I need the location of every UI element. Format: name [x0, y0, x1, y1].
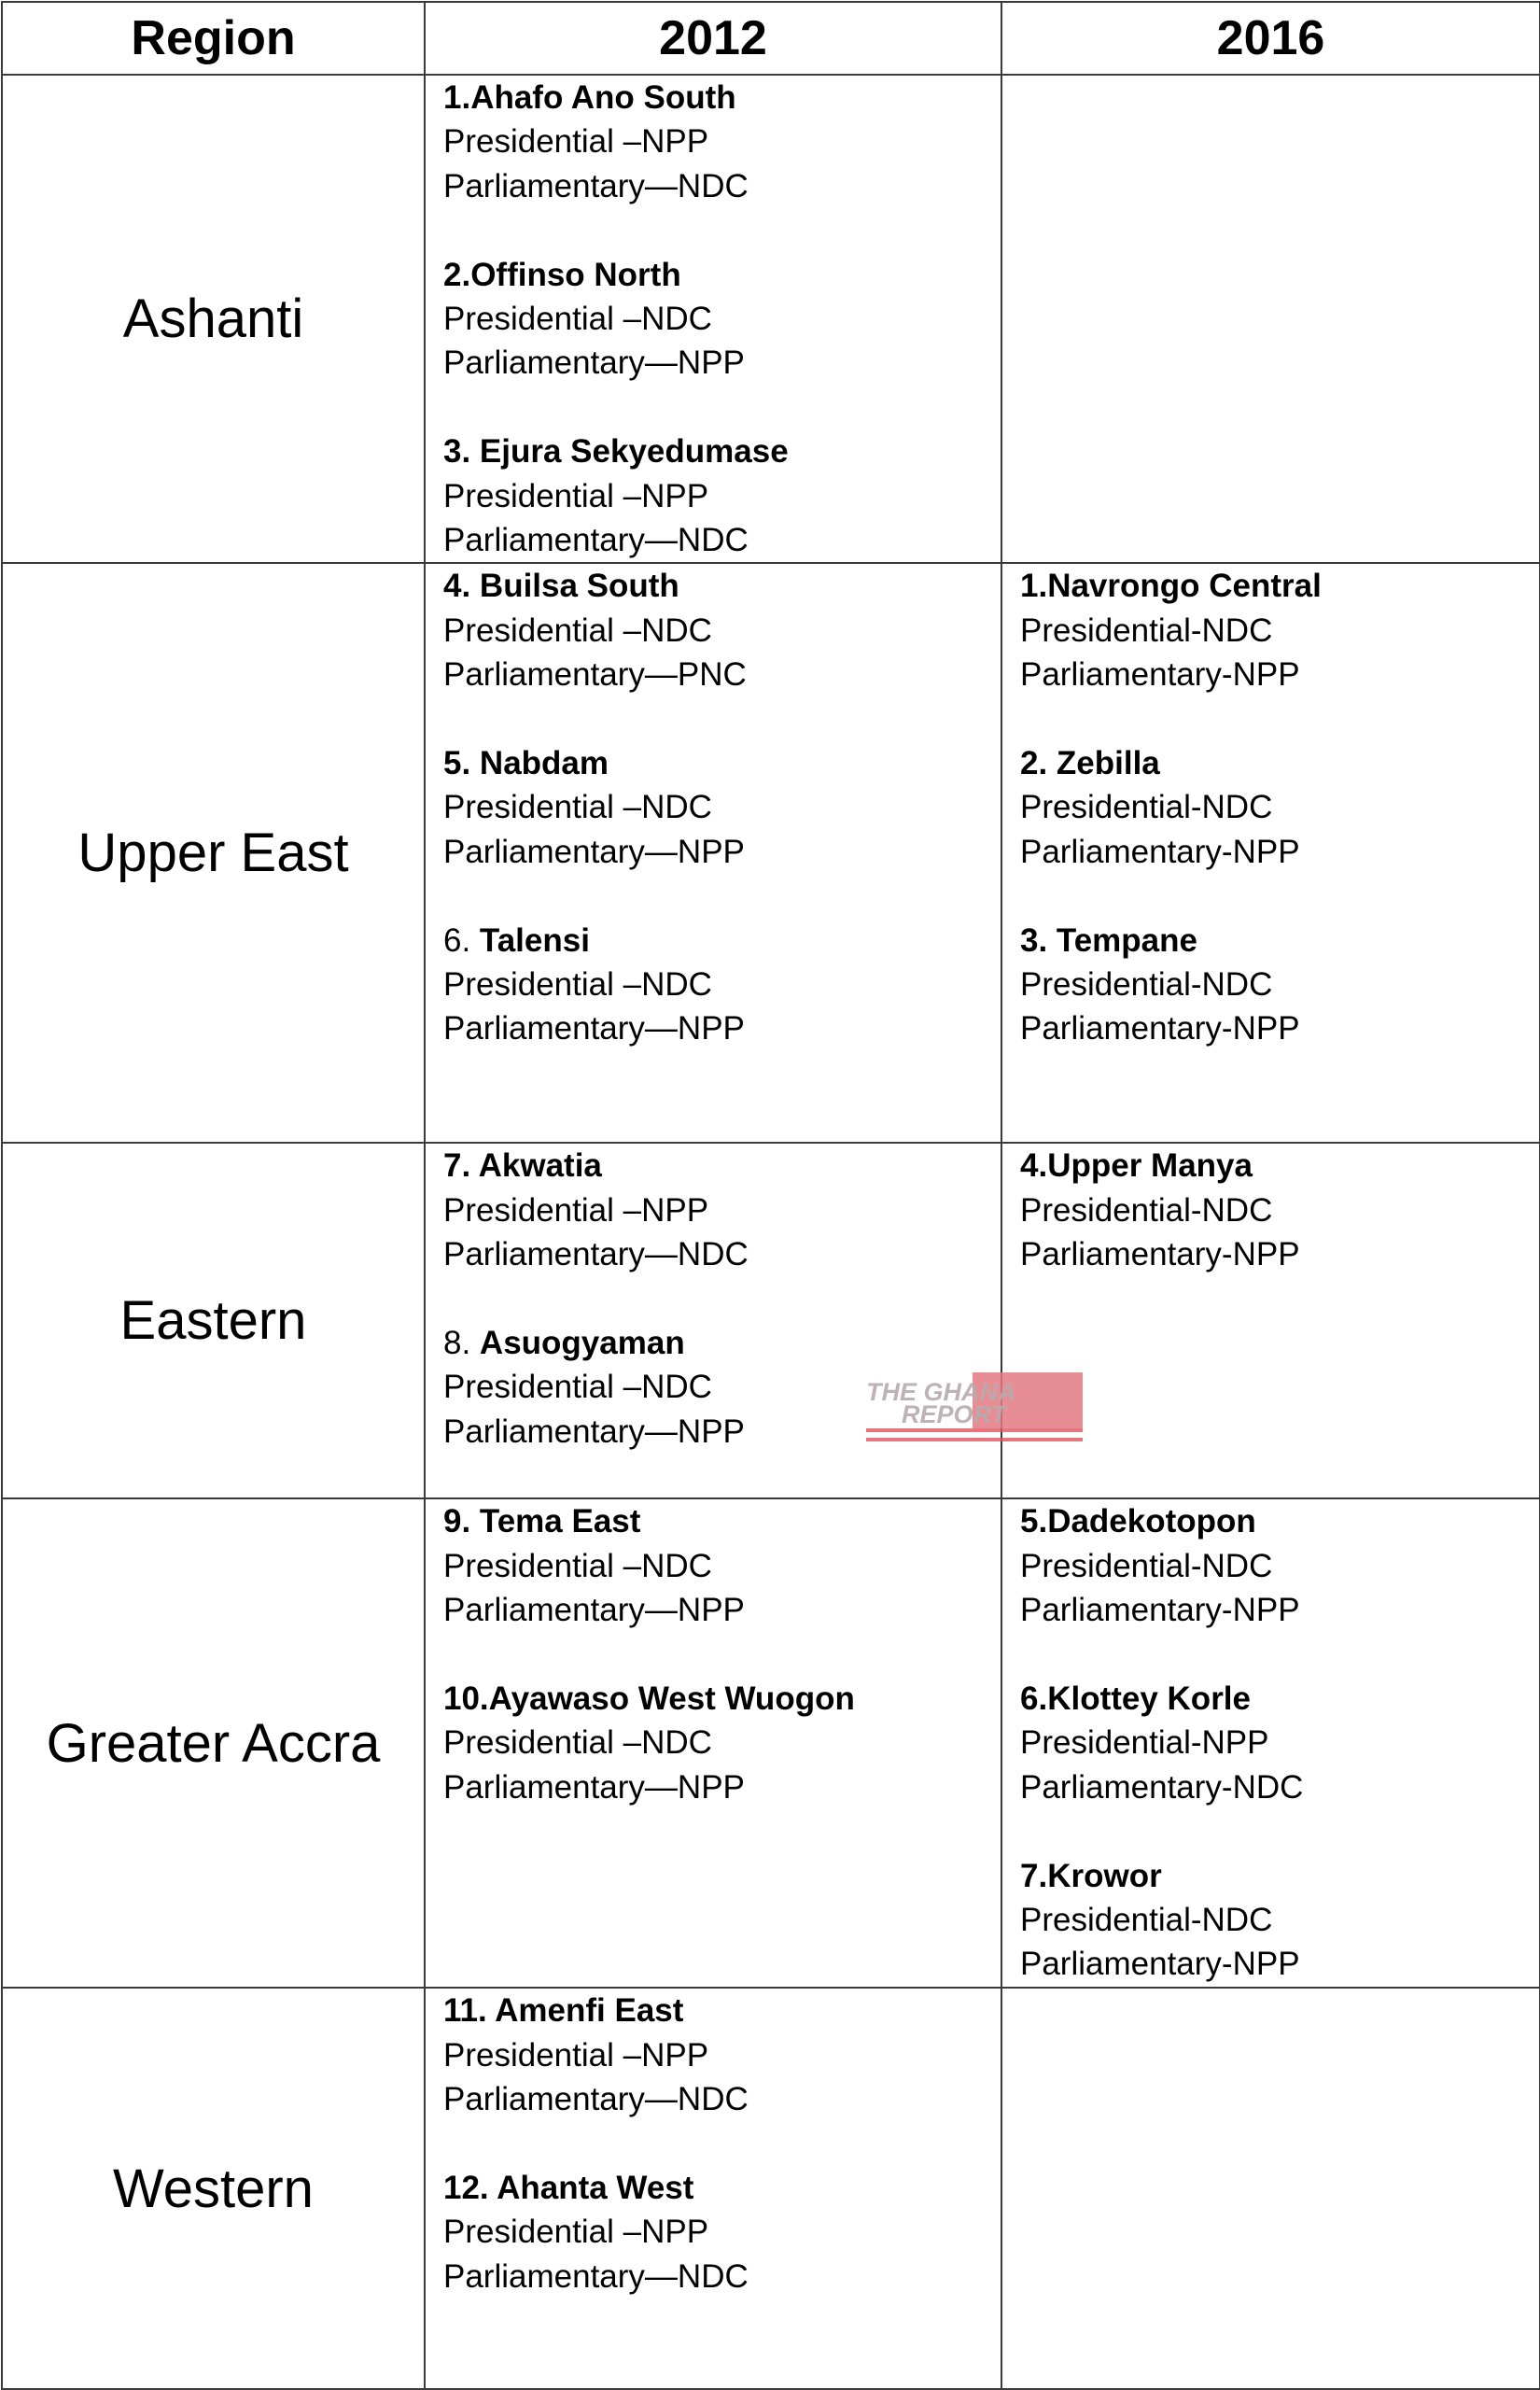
constituency-entry	[1020, 919, 1539, 1051]
parliamentary-result: Parliamentary-NPP	[1020, 833, 1300, 870]
parliamentary-result: Parliamentary—NPP	[443, 1413, 745, 1450]
region-row	[2, 1143, 1540, 1498]
watermark-line2: REPORT	[902, 1400, 1007, 1428]
region-name: Upper East	[2, 563, 425, 1143]
constituency-name: Talensi	[479, 921, 590, 959]
presidential-result: Presidential –NPP	[443, 2036, 709, 2074]
parliamentary-result: Parliamentary-NPP	[1020, 656, 1300, 694]
presidential-result: Presidential –NDC	[443, 1369, 712, 1406]
parliamentary-result: Parliamentary-NPP	[1020, 1592, 1300, 1629]
constituency-entry	[1020, 564, 1539, 696]
cell-2012	[425, 1498, 1001, 1988]
constituency-entry	[1020, 1677, 1539, 1809]
constituency-name: 6.Klottey Korle	[1020, 1680, 1251, 1718]
constituency-title	[1020, 564, 1539, 608]
presidential-result: Presidential –NDC	[443, 612, 712, 649]
constituency-entry	[1020, 1144, 1539, 1276]
constituency-title	[1020, 1677, 1539, 1721]
the-ghana-report-logo	[862, 1369, 1086, 1449]
cell-2016	[1001, 75, 1540, 563]
presidential-result: Presidential –NDC	[443, 1547, 712, 1584]
presidential-result: Presidential-NDC	[1020, 789, 1273, 826]
constituency-name: 3. Tempane	[1020, 921, 1197, 959]
constituency-title	[443, 919, 1001, 963]
constituency-title	[443, 2166, 1001, 2210]
constituency-title	[1020, 1854, 1539, 1898]
region-row	[2, 563, 1540, 1143]
region-row	[2, 75, 1540, 563]
constituency-name: 11. Amenfi East	[443, 1992, 684, 2030]
presidential-result: Presidential –NDC	[443, 966, 712, 1004]
region-name: Greater Accra	[2, 1498, 425, 1988]
header-row	[2, 2, 1540, 75]
parliamentary-result: Parliamentary—NPP	[443, 1010, 745, 1047]
parliamentary-result: Parliamentary—NDC	[443, 1236, 749, 1273]
constituency-entry	[1020, 1499, 1539, 1632]
cell-2012	[425, 1988, 1001, 2389]
constituency-title	[443, 1499, 1001, 1543]
parliamentary-result: Parliamentary—NDC	[443, 2257, 749, 2295]
constituency-entry	[443, 253, 1001, 386]
region-name: Western	[2, 1988, 425, 2389]
constituency-title	[1020, 1499, 1539, 1543]
constituency-entry	[1020, 741, 1539, 874]
constituency-name: 2.Offinso North	[443, 256, 681, 293]
presidential-result: Presidential-NDC	[1020, 1191, 1273, 1229]
parliamentary-result: Parliamentary—NDC	[443, 167, 749, 204]
presidential-result: Presidential –NPP	[443, 2214, 709, 2251]
presidential-result: Presidential –NPP	[443, 477, 709, 514]
constituency-name: 7. Akwatia	[443, 1147, 602, 1185]
parliamentary-result: Parliamentary—NPP	[443, 1592, 745, 1629]
region-name: Eastern	[2, 1143, 425, 1498]
constituency-entry	[443, 76, 1001, 208]
constituency-title	[443, 1677, 1001, 1721]
watermark-line1: THE GHANA	[866, 1378, 1016, 1406]
presidential-result: Presidential-NDC	[1020, 612, 1273, 649]
constituency-entry	[443, 429, 1001, 562]
header-2016: 2016	[1001, 2, 1540, 75]
constituency-title	[443, 1321, 1001, 1365]
constituency-name: 9. Tema East	[443, 1503, 641, 1540]
parliamentary-result: Parliamentary-NDC	[1020, 1768, 1304, 1806]
parliamentary-result: Parliamentary—NDC	[443, 522, 749, 559]
constituency-name: 3. Ejura Sekyedumase	[443, 433, 789, 471]
presidential-result: Presidential –NDC	[443, 789, 712, 826]
constituency-entry	[443, 564, 1001, 696]
region-row	[2, 1988, 1540, 2389]
constituency-name: 1.Navrongo Central	[1020, 568, 1322, 605]
cell-2016	[1001, 1988, 1540, 2389]
parliamentary-result: Parliamentary—NPP	[443, 833, 745, 870]
constituency-number: 8.	[443, 1325, 480, 1362]
constituency-title	[443, 1144, 1001, 1188]
constituency-title	[443, 1989, 1001, 2032]
parliamentary-result: Parliamentary—NPP	[443, 344, 745, 382]
parliamentary-result: Parliamentary-NPP	[1020, 1010, 1300, 1047]
parliamentary-result: Parliamentary-NPP	[1020, 1236, 1300, 1273]
constituency-name: 12. Ahanta West	[443, 2170, 694, 2207]
presidential-result: Presidential –NPP	[443, 1191, 709, 1229]
cell-2012	[425, 75, 1001, 563]
constituency-name: 10.Ayawaso West Wuogon	[443, 1680, 855, 1718]
constituency-number: 6.	[443, 921, 480, 959]
cell-2016	[1001, 563, 1540, 1143]
presidential-result: Presidential-NPP	[1020, 1724, 1269, 1762]
constituency-entry	[443, 1144, 1001, 1276]
presidential-result: Presidential –NDC	[443, 1724, 712, 1762]
presidential-result: Presidential-NDC	[1020, 1902, 1273, 1939]
constituency-title	[443, 564, 1001, 608]
constituency-name: 4.Upper Manya	[1020, 1147, 1253, 1185]
constituency-entry	[443, 919, 1001, 1051]
parliamentary-result: Parliamentary-NPP	[1020, 1946, 1300, 1983]
constituency-title	[1020, 919, 1539, 963]
results-table	[1, 1, 1540, 2390]
constituency-name: 1.Ahafo Ano South	[443, 79, 736, 116]
parliamentary-result: Parliamentary—NDC	[443, 2081, 749, 2118]
presidential-result: Presidential-NDC	[1020, 1547, 1273, 1584]
constituency-entry	[443, 1677, 1001, 1809]
region-name: Ashanti	[2, 75, 425, 563]
constituency-title	[1020, 1144, 1539, 1188]
constituency-name: 4. Builsa South	[443, 568, 679, 605]
constituency-title	[1020, 741, 1539, 785]
constituency-entry	[443, 741, 1001, 874]
presidential-result: Presidential-NDC	[1020, 966, 1273, 1004]
cell-2012	[425, 563, 1001, 1143]
constituency-entry	[443, 1989, 1001, 2121]
header-region: Region	[2, 2, 425, 75]
constituency-name: 5. Nabdam	[443, 745, 609, 782]
constituency-title	[443, 253, 1001, 297]
cell-2016	[1001, 1498, 1540, 1988]
constituency-title	[443, 741, 1001, 785]
constituency-title	[443, 76, 1001, 120]
header-2012: 2012	[425, 2, 1001, 75]
constituency-name: 5.Dadekotopon	[1020, 1503, 1256, 1540]
constituency-name: 7.Krowor	[1020, 1857, 1162, 1894]
constituency-entry	[443, 1499, 1001, 1632]
constituency-entry	[443, 2166, 1001, 2299]
constituency-title	[443, 429, 1001, 473]
presidential-result: Presidential –NPP	[443, 123, 709, 161]
constituency-name: Asuogyaman	[479, 1325, 685, 1362]
presidential-result: Presidential –NDC	[443, 301, 712, 338]
constituency-name: 2. Zebilla	[1020, 745, 1160, 782]
parliamentary-result: Parliamentary—NPP	[443, 1768, 745, 1806]
parliamentary-result: Parliamentary—PNC	[443, 656, 747, 694]
region-row	[2, 1498, 1540, 1988]
constituency-entry	[1020, 1854, 1539, 1987]
